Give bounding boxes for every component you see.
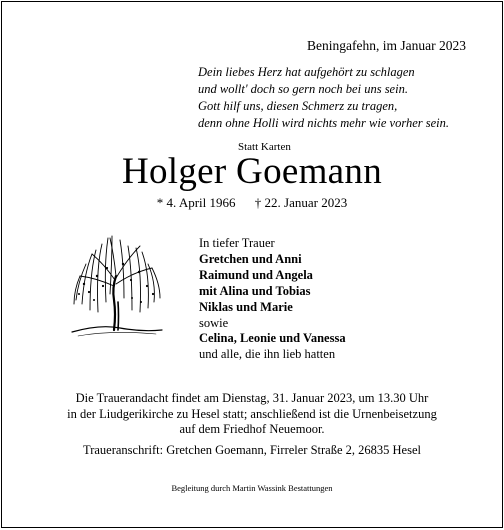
mourner-line: sowie [199, 315, 229, 330]
death-date: † 22. Januar 2023 [254, 195, 348, 210]
mourning-address: Traueranschrift: Gretchen Goemann, Firreler Straße 2, 26835 Hesel [83, 443, 421, 457]
poem [198, 64, 488, 132]
mourner-line: Gretchen und Anni [199, 251, 302, 266]
place-date: Beningafehn, im Januar 2023 [307, 38, 466, 53]
mourner-line: Raimund und Angela [199, 267, 313, 282]
service-line: in der Liudgerikirche zu Hesel statt; anschließend ist die Urnenbeisetzung [67, 406, 437, 421]
mourner-line: und alle, die ihn lieb hatten [199, 347, 336, 362]
birth-date: * 4. April 1966 [156, 195, 236, 210]
mourner-line: mit Alina und Tobias [199, 283, 311, 298]
life-dates [2, 195, 502, 211]
poem-line: Gott hilf uns, diesen Schmerz zu tragen, [198, 99, 398, 113]
undertaker-note: Begleitung durch Martin Wassink Bestattungen [171, 483, 333, 493]
poem-line: und wollt' doch so gern noch bei uns sein. [198, 82, 408, 96]
mourner-line: Celina, Leonie und Vanessa [199, 331, 346, 346]
service-line: auf dem Friedhof Neuemoor. [179, 422, 325, 436]
poem-line: Dein liebes Herz hat aufgehört zu schlagen [198, 65, 415, 79]
statt-karten-label: Statt Karten [238, 141, 291, 153]
deceased-name: Holger Goemann [121, 151, 383, 192]
obituary-card [1, 1, 503, 528]
mourners-list [199, 236, 346, 363]
service-line: Die Trauerandacht findet am Dienstag, 31. Januar 2023, um 13.30 Uhr [75, 391, 429, 405]
weeping-willow-icon [70, 224, 164, 342]
poem-line: denn ohne Holli wird nichts mehr wie vorher sein. [198, 116, 450, 130]
mourner-line: Niklas und Marie [199, 299, 293, 314]
service-info [2, 391, 502, 438]
mourner-line: In tiefer Trauer [199, 236, 275, 250]
